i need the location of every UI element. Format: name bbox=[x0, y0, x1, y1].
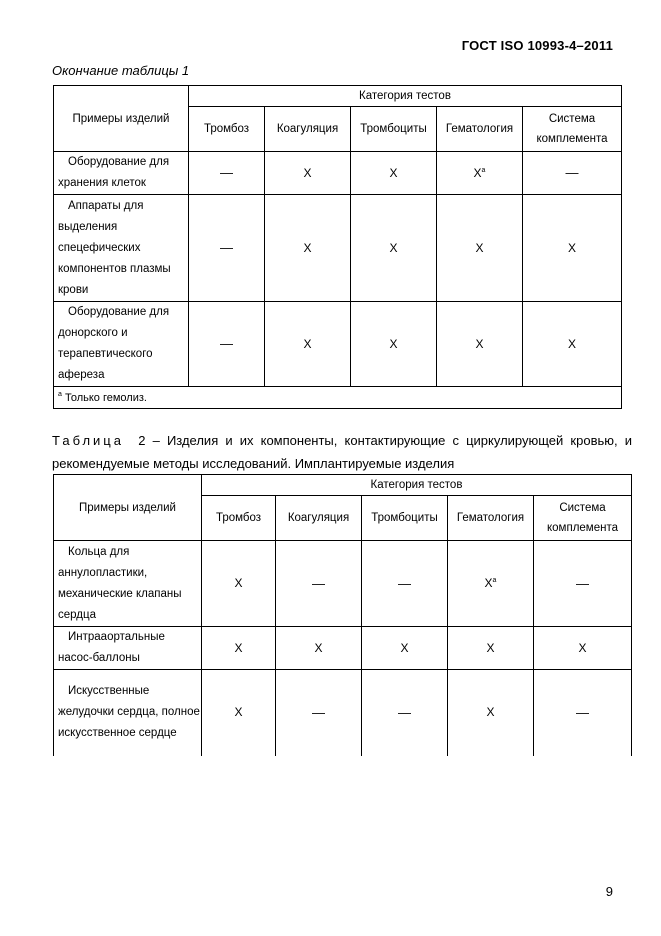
row-label: Аппараты для выделения спецефических компонентов плазмы крови bbox=[54, 195, 189, 302]
row-label: Кольца для аннулопластики, механические клапаны сердца bbox=[54, 541, 202, 627]
table2-caption bbox=[52, 429, 632, 475]
cell: — bbox=[523, 152, 622, 195]
cell: $X^a$ bbox=[437, 152, 523, 195]
cell: X bbox=[265, 302, 351, 387]
cell: — bbox=[189, 302, 265, 387]
table-row bbox=[54, 541, 632, 627]
row-label: Интрааортальные насос-баллоны bbox=[54, 627, 202, 670]
table-row bbox=[54, 195, 622, 302]
cell: $X^a$ bbox=[448, 541, 534, 627]
page-number: 9 bbox=[605, 884, 613, 899]
table2-caption-text: – Изделия и их компоненты, контактирующие с циркулирующей кровью, и рекомендуемые методы исследований. Имплантируемые изделия bbox=[52, 433, 632, 471]
table2-col-thrombosis: Тромбоз bbox=[202, 496, 276, 541]
cell: — bbox=[362, 541, 448, 627]
footnote-ref: a bbox=[492, 577, 497, 584]
cell: X bbox=[448, 670, 534, 756]
table2-col-examples: Примеры изделий bbox=[54, 475, 202, 541]
cell: X bbox=[437, 302, 523, 387]
table2 bbox=[53, 474, 632, 756]
table-row bbox=[54, 152, 622, 195]
table1-col-thrombosis: Тромбоз bbox=[189, 107, 265, 152]
cell: X bbox=[265, 152, 351, 195]
table1-col-examples: Примеры изделий bbox=[54, 86, 189, 152]
cell: X bbox=[351, 302, 437, 387]
table2-col-hematology: Гематология bbox=[448, 496, 534, 541]
cell: — bbox=[276, 541, 362, 627]
cell: X bbox=[202, 670, 276, 756]
cell: — bbox=[534, 541, 632, 627]
document-id: ГОСТ ISO 10993-4–2011 bbox=[461, 38, 613, 53]
cell: — bbox=[189, 152, 265, 195]
cell: X bbox=[265, 195, 351, 302]
table-row bbox=[54, 670, 632, 756]
cell: — bbox=[276, 670, 362, 756]
table2-col-coagulation: Коагуляция bbox=[276, 496, 362, 541]
cell: X bbox=[534, 627, 632, 670]
table1 bbox=[53, 85, 622, 409]
cell: X bbox=[202, 627, 276, 670]
row-label: Оборудование для донорского и терапевтического афереза bbox=[54, 302, 189, 387]
cell: X bbox=[276, 627, 362, 670]
table1-caption: Окончание таблицы 1 bbox=[52, 63, 190, 78]
cell: X bbox=[351, 152, 437, 195]
cell: X bbox=[362, 627, 448, 670]
footnote-ref: a bbox=[481, 166, 486, 174]
cell: — bbox=[362, 670, 448, 756]
table2-col-complement: Система комплемента bbox=[534, 496, 632, 541]
row-label: Искусственные желудочки сердца, полное искусственное сердце bbox=[54, 670, 202, 756]
cell: X bbox=[202, 541, 276, 627]
table1-col-platelets: Тромбоциты bbox=[351, 107, 437, 152]
cell: X bbox=[523, 195, 622, 302]
table-row bbox=[54, 302, 622, 387]
row-label: Оборудование для хранения клеток bbox=[54, 152, 189, 195]
table1-footnote: $^a$ Только гемолиз. bbox=[54, 387, 622, 409]
table1-col-complement: Система комплемента bbox=[523, 107, 622, 152]
table2-caption-prefix: Таблица bbox=[52, 433, 124, 448]
cell: X bbox=[448, 627, 534, 670]
cell: X bbox=[351, 195, 437, 302]
table1-group-header: Категория тестов bbox=[189, 86, 622, 107]
cell: X bbox=[523, 302, 622, 387]
cell: — bbox=[534, 670, 632, 756]
table2-col-platelets: Тромбоциты bbox=[362, 496, 448, 541]
table1-col-coagulation: Коагуляция bbox=[265, 107, 351, 152]
cell: X bbox=[437, 195, 523, 302]
table2-group-header: Категория тестов bbox=[202, 475, 632, 496]
table-row bbox=[54, 627, 632, 670]
table2-caption-number: 2 bbox=[138, 433, 146, 448]
cell: — bbox=[189, 195, 265, 302]
table1-col-hematology: Гематология bbox=[437, 107, 523, 152]
